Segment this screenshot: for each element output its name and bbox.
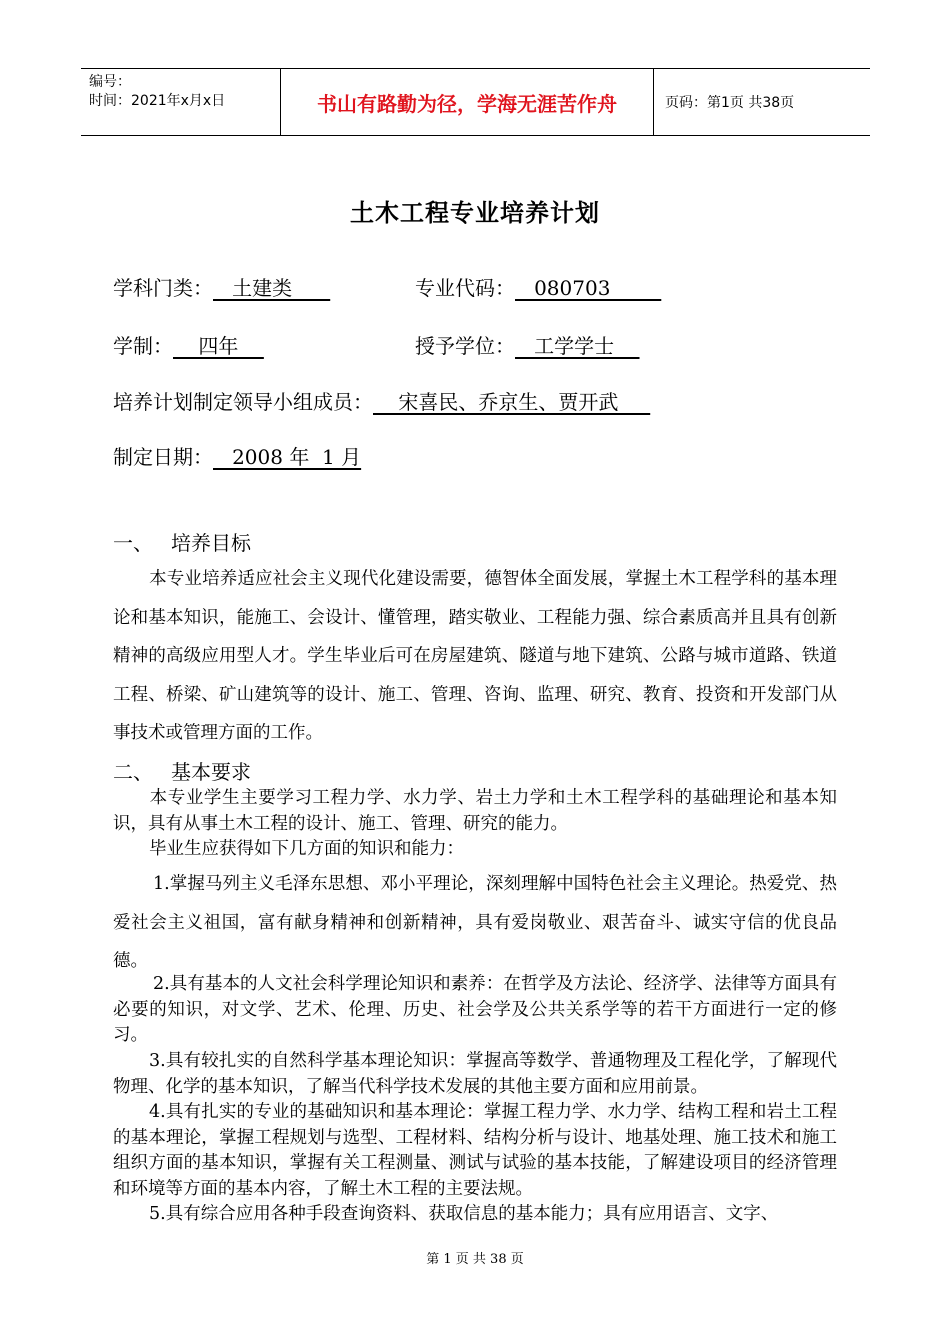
requirement-text: 2.具有基本的人文社会科学理论知识和素养：在哲学及方法论、经济学、法律等方面具有必要的知识，对文学、艺术、伦理、历史、社会学及公共关系学等的若干方面进行一定的修习。: [113, 974, 837, 1045]
goals-paragraph: [113, 560, 837, 753]
code-value: 080703: [515, 276, 662, 300]
members-label: 培养计划制定领导小组成员：: [113, 390, 373, 414]
info-row-members: [113, 386, 650, 415]
requirement-item-5: [113, 1202, 837, 1228]
requirement-text: 1.掌握马列主义毛泽东思想、邓小平理论，深刻理解中国特色社会主义理论。热爱党、热爱社会主义祖国，富有献身精神和创新精神，具有爱岗敬业、艰苦奋斗、诚实守信的优良品德。: [113, 874, 837, 971]
requirements-intro: [113, 786, 837, 837]
section-heading-goals: [113, 527, 251, 556]
header-serial-label: 编号：: [89, 74, 131, 90]
header-time: 时间：2021年x月x日: [89, 93, 226, 109]
requirements-intro-text: 本专业学生主要学习工程力学、水力学、岩土力学和土木工程学科的基础理论和基本知识，具有从事土木工程的设计、施工、管理、研究的能力。: [113, 788, 837, 834]
page-footer: 第 1 页 共 38 页: [426, 1252, 524, 1267]
section-title: 培养目标: [171, 531, 251, 555]
requirements-lead-text: 毕业生应获得如下几方面的知识和能力：: [149, 839, 464, 859]
duration-value: 四年: [173, 334, 264, 358]
degree-value: 工学学士: [515, 334, 640, 358]
requirement-text: 5.具有综合应用各种手段查询资料、获取信息的基本能力；具有应用语言、文字、: [149, 1204, 779, 1224]
info-row-code: [415, 272, 661, 301]
members-value: 宋喜民、乔京生、贾开武: [373, 390, 651, 414]
section-number: 二、: [113, 760, 153, 784]
requirement-item-3: [113, 1049, 837, 1100]
header-page-code: 页码：第1页 共38页: [665, 95, 795, 111]
requirement-item-4: [113, 1100, 837, 1202]
info-row-category: [113, 272, 330, 301]
requirement-item-1: [113, 865, 837, 981]
goals-text: 本专业培养适应社会主义现代化建设需要，德智体全面发展，掌握土木工程学科的基本理论和基本知识，能施工、会设计、懂管理，踏实敬业、工程能力强、综合素质高并且具有创新精神的高级应用型人才。学生毕业后可在房屋建筑、隧道与地下建筑、公路与城市道路、铁道工程、桥梁、矿山建筑等的设计、施工、管理、咨询、监理、研究、教育、投资和开发部门从事技术或管理方面的工作。: [113, 569, 837, 743]
header-motto: 书山有路勤为径，学海无涯苦作舟: [281, 69, 654, 135]
requirement-item-2: [113, 972, 837, 1049]
date-label: 制定日期：: [113, 445, 213, 469]
category-value: 土建类: [213, 276, 331, 300]
document-title: 土木工程专业培养计划: [350, 199, 600, 227]
info-row-degree: [415, 330, 640, 359]
section-number: 一、: [113, 531, 153, 555]
info-row-duration: [113, 330, 264, 359]
section-title: 基本要求: [171, 760, 251, 784]
duration-label: 学制：: [113, 334, 173, 358]
category-label: 学科门类：: [113, 276, 213, 300]
page-header: [81, 68, 870, 136]
info-row-date: [113, 441, 361, 470]
requirement-text: 3.具有较扎实的自然科学基本理论知识：掌握高等数学、普通物理及工程化学，了解现代物理、化学的基本知识，了解当代科学技术发展的其他主要方面和应用前景。: [113, 1051, 837, 1097]
date-value: 2008 年 1 月: [213, 445, 362, 469]
requirement-text: 4.具有扎实的专业的基础知识和基本理论：掌握工程力学、水力学、结构工程和岩土工程的基本理论，掌握工程规划与选型、工程材料、结构分析与设计、地基处理、施工技术和施工组织方面的基本知识，掌握有关工程测量、测试与试验的基本技能，了解建设项目的经济管理和环境等方面的基本内容，了解土木工程的主要法规。: [113, 1102, 837, 1199]
header-meta: [81, 69, 281, 135]
degree-label: 授予学位：: [415, 334, 515, 358]
requirements-lead: [113, 837, 837, 863]
section-heading-requirements: [113, 756, 251, 785]
code-label: 专业代码：: [415, 276, 515, 300]
